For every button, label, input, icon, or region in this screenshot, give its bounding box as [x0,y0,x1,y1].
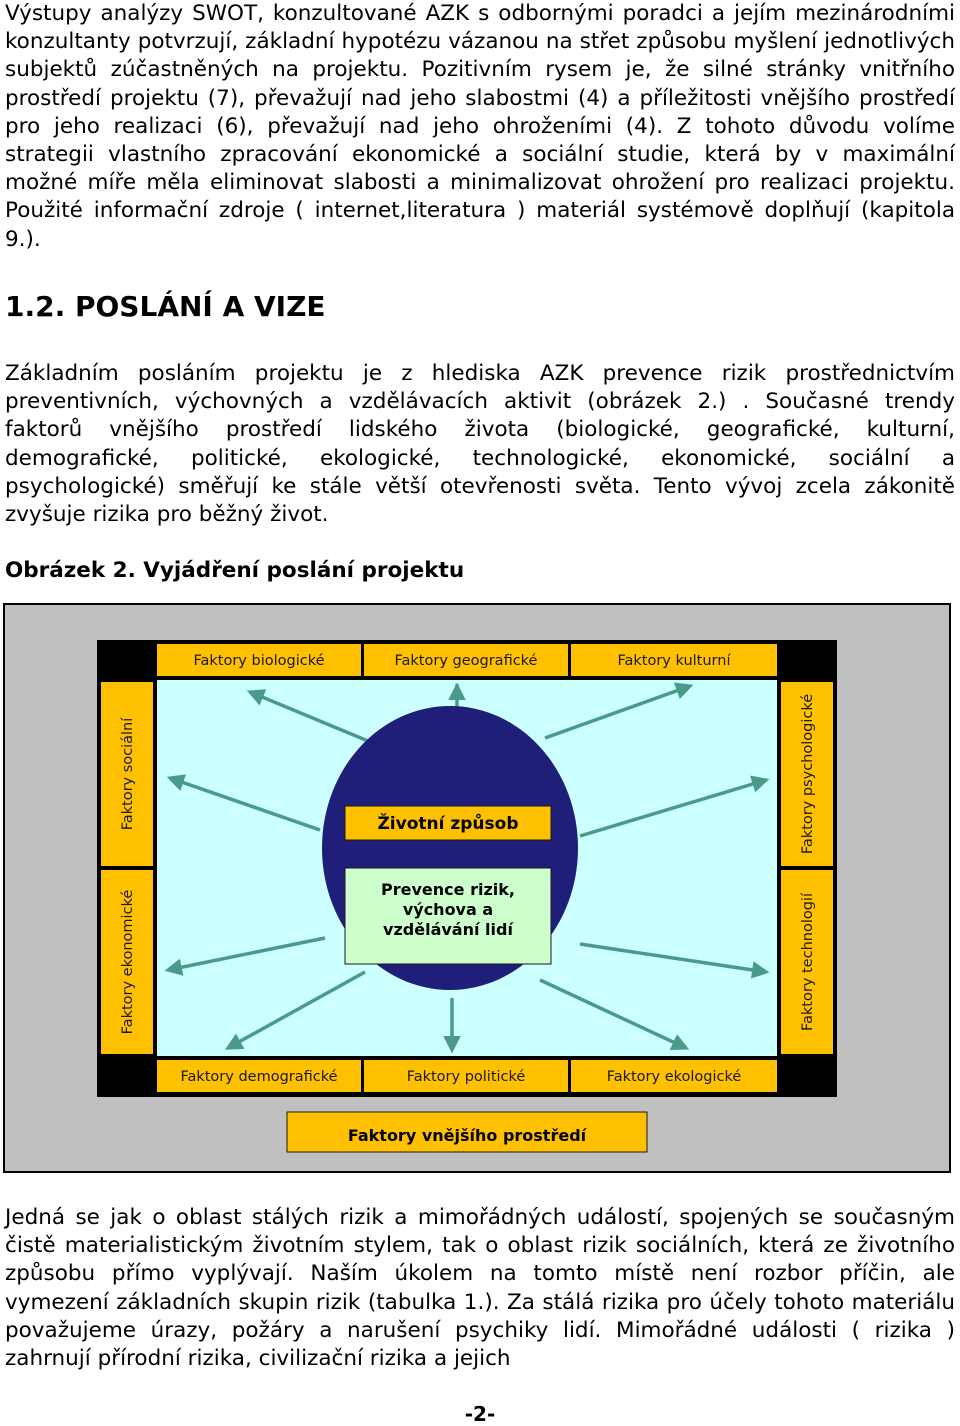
factor-political: Faktory politické [406,1069,526,1085]
factor-psychological: Faktory psychologické [800,693,816,855]
factor-social: Faktory sociální [120,717,136,831]
core-line-3: vzdělávání lidí [383,920,513,939]
factor-economic: Faktory ekonomické [120,889,136,1035]
factor-ecological: Faktory ekologické [606,1069,742,1085]
environment-label: Faktory vnějšího prostředí [347,1126,587,1145]
lifestyle-label: Životní způsob [377,814,519,834]
factor-technological: Faktory technologií [800,893,816,1031]
paragraph-risks: Jedná se jak o oblast stálých rizik a mimořádných událostí, spojených se současným čistě materialistickým životním stylem, tak o oblast rizik sociálních, která ze životního způsobu přímo vyplývají. Naším úkolem na tomto místě není rozbor příčin, ale vymezení základních skupin rizik (tabulka 1.). Za stálá rizika pro účely tohoto materiálu považujeme úrazy, požáry a narušení psychiky lidí. Mimořádné události ( rizika ) zahrnují přírodní rizika, civilizační rizika a jejich [5,1205,955,1372]
core-line-2: výchova a [402,900,494,919]
page-number: -2- [464,1402,496,1426]
figure-caption: Obrázek 2. Vyjádření poslání projektu [5,558,465,583]
mission-diagram [0,600,960,1180]
factor-geographic: Faktory geografické [394,653,538,669]
factor-demographic: Faktory demografické [180,1069,338,1085]
factor-cultural: Faktory kulturní [617,653,731,669]
section-heading: 1.2. POSLÁNÍ A VIZE [5,290,326,323]
paragraph-swot: Výstupy analýzy SWOT, konzultované AZK s odbornými poradci a jejím mezinárodními konzultanty potvrzují, základní hypotézu vázanou na střet způsobu myšlení jednotlivých subjektů zúčastněných na projektu. Pozitivním rysem je, že silné stránky vnitřního prostředí projektu (7), převažují nad jeho slabostmi (4) a příležitosti vnějšího prostředí pro jeho realizaci (6), převažují nad jeho ohroženími (4). Z tohoto důvodu volíme strategii vlastního zpracování ekonomické a sociální studie, která by v maximální možné míře měla eliminovat slabosti a minimalizovat ohrožení pro realizaci projektu. Použité informační zdroje ( internet,literatura ) materiál systémově doplňují (kapitola 9.). [5,1,955,252]
core-line-1: Prevence rizik, [381,880,515,899]
paragraph-mission: Základním posláním projektu je z hlediska AZK prevence rizik prostřednictvím preventivních, výchovných a vzdělávacích aktivit (obrázek 2.) . Současné trendy faktorů vnějšího prostředí lidského života (biologické, geografické, kulturní, demografické, politické, ekologické, technologické, ekonomické, sociální a psychologické) směřují ke stále větší otevřenosti světa. Tento vývoj zcela zákonitě zvyšuje rizika pro běžný život. [5,361,955,528]
factor-biological: Faktory biologické [193,653,325,669]
